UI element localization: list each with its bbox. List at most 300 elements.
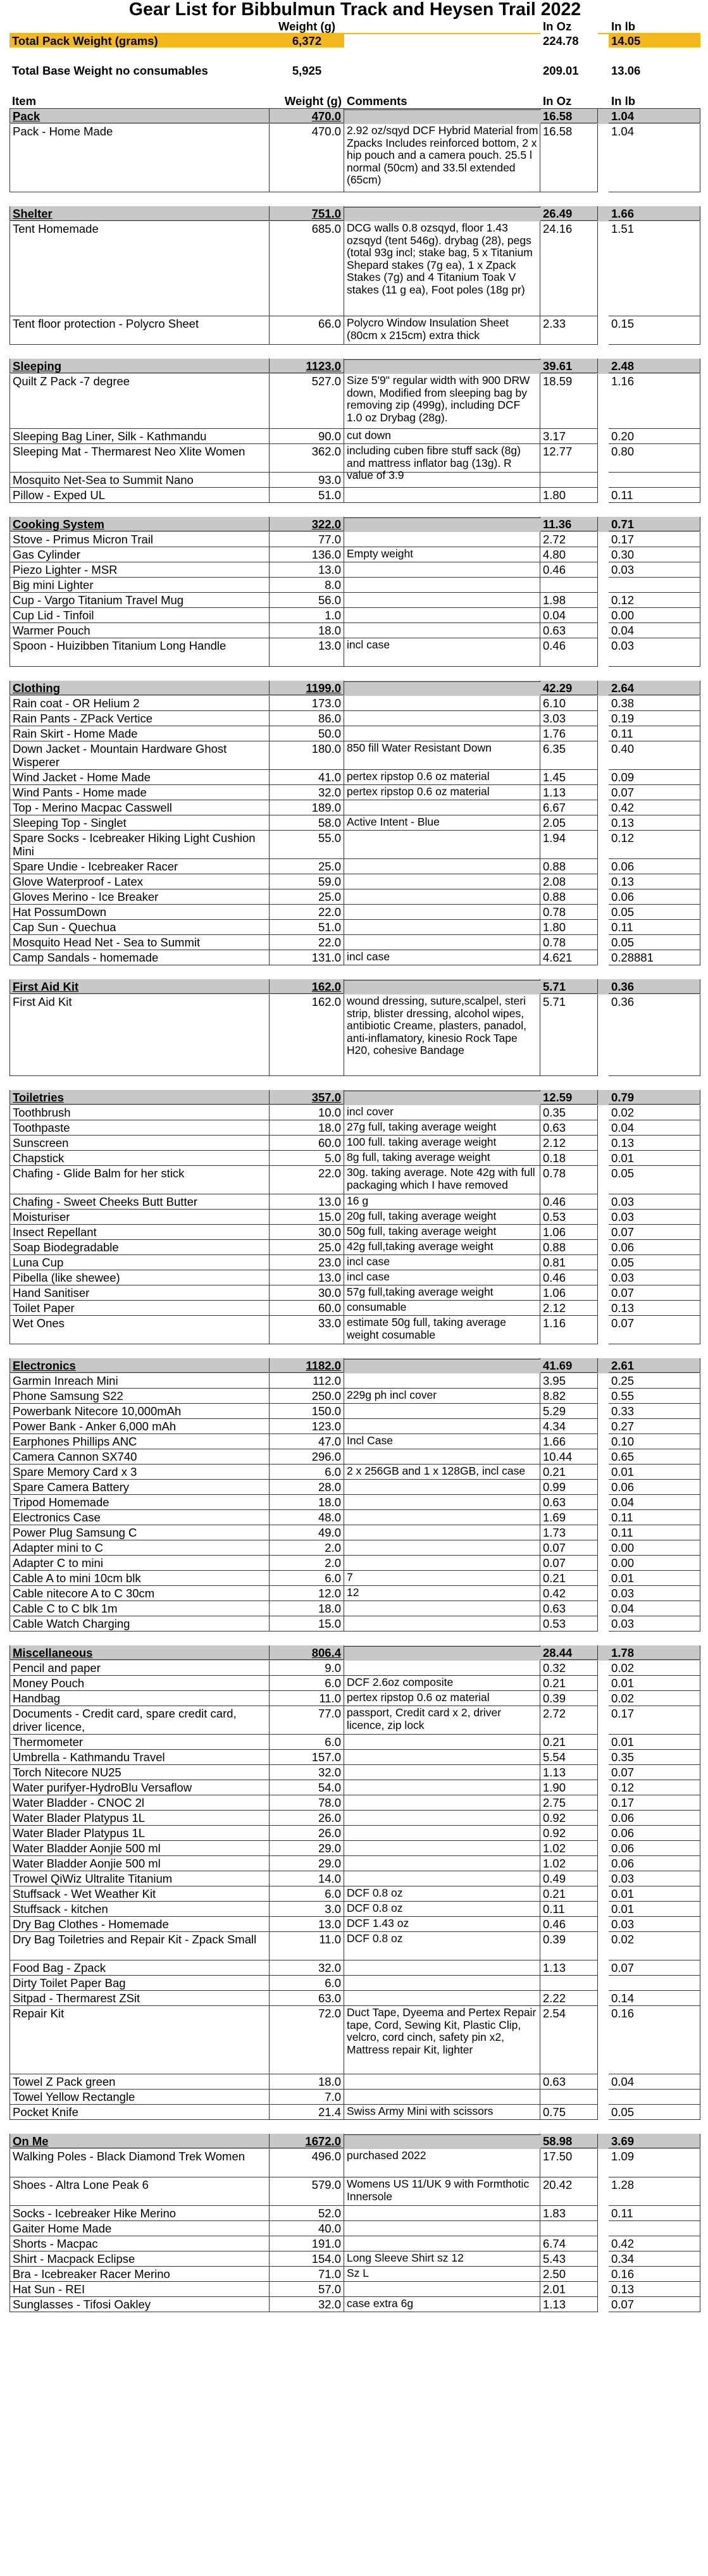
item-comment bbox=[344, 2221, 540, 2236]
item-comment: DCF 2.6oz composite bbox=[344, 1676, 540, 1691]
item-name: Money Pouch bbox=[9, 1676, 270, 1691]
item-oz: 0.18 bbox=[540, 1151, 598, 1166]
item-comment: 57g full,taking average weight bbox=[344, 1285, 540, 1301]
section-weight: 1123.0 bbox=[270, 359, 344, 373]
table-row bbox=[9, 473, 700, 488]
item-comment: Empty weight bbox=[344, 547, 540, 562]
section-lb: 1.04 bbox=[609, 109, 700, 123]
item-lb: 0.11 bbox=[609, 488, 700, 503]
table-row bbox=[9, 1811, 700, 1826]
total-pack-grams: 6,372 bbox=[270, 33, 344, 47]
item-oz: 1.94 bbox=[540, 831, 598, 859]
item-name: Sunscreen bbox=[9, 1136, 270, 1151]
table-row bbox=[9, 488, 700, 503]
item-oz: 0.35 bbox=[540, 1105, 598, 1120]
item-name: Spare Socks - Icebreaker Hiking Light Cushion Mini bbox=[9, 831, 270, 859]
column-units-row bbox=[9, 19, 700, 33]
item-weight: 2.0 bbox=[270, 1556, 344, 1571]
item-weight: 154.0 bbox=[270, 2251, 344, 2267]
section-header-toiletries bbox=[9, 1090, 700, 1105]
item-oz: 1.13 bbox=[540, 1765, 598, 1780]
item-lb: 0.07 bbox=[609, 1225, 700, 1240]
item-weight: 3.0 bbox=[270, 1902, 344, 1917]
item-lb bbox=[609, 1976, 700, 1991]
item-comment: 20g full, taking average weight bbox=[344, 1210, 540, 1225]
unit-oz: In Oz bbox=[543, 20, 572, 33]
section-lb: 0.71 bbox=[609, 517, 700, 531]
item-comment: Long Sleeve Shirt sz 12 bbox=[344, 2251, 540, 2267]
item-name: Dirty Toilet Paper Bag bbox=[9, 1976, 270, 1991]
item-oz: 6.74 bbox=[540, 2236, 598, 2251]
item-oz: 0.39 bbox=[540, 1691, 598, 1706]
item-weight: 173.0 bbox=[270, 696, 344, 711]
item-oz: 10.44 bbox=[540, 1449, 598, 1464]
item-name: Water Blader Platypus 1L bbox=[9, 1811, 270, 1826]
section-oz: 16.58 bbox=[540, 109, 598, 123]
item-weight: 11.0 bbox=[270, 1932, 344, 1960]
item-weight: 32.0 bbox=[270, 1765, 344, 1780]
item-name: Electronics Case bbox=[9, 1510, 270, 1525]
item-oz: 0.63 bbox=[540, 1495, 598, 1510]
section-lb: 2.48 bbox=[609, 359, 700, 373]
item-name: Glove Waterproof - Latex bbox=[9, 874, 270, 889]
unit-lb: In lb bbox=[611, 20, 636, 33]
item-comment bbox=[344, 1540, 540, 1556]
item-oz: 2.12 bbox=[540, 1136, 598, 1151]
item-oz bbox=[540, 473, 598, 488]
item-comment bbox=[344, 726, 540, 741]
item-name: Toothbrush bbox=[9, 1105, 270, 1120]
table-row bbox=[9, 1120, 700, 1136]
item-oz: 18.59 bbox=[540, 374, 598, 429]
section-comment bbox=[344, 681, 540, 682]
item-lb: 0.42 bbox=[609, 800, 700, 815]
item-lb: 0.05 bbox=[609, 1166, 700, 1194]
item-oz: 2.50 bbox=[540, 2267, 598, 2282]
table-row bbox=[9, 1856, 700, 1871]
item-comment bbox=[344, 935, 540, 950]
item-weight: 296.0 bbox=[270, 1449, 344, 1464]
item-comment bbox=[344, 1404, 540, 1419]
table-row bbox=[9, 1616, 700, 1632]
item-lb: 0.13 bbox=[609, 2282, 700, 2297]
item-comment bbox=[344, 1871, 540, 1886]
item-name: Repair Kit bbox=[9, 2006, 270, 2074]
item-oz: 0.81 bbox=[540, 1255, 598, 1270]
item-oz: 0.88 bbox=[540, 859, 598, 874]
item-name: Toothpaste bbox=[9, 1120, 270, 1136]
item-oz: 17.50 bbox=[540, 2149, 598, 2177]
item-name: Luna Cup bbox=[9, 1255, 270, 1270]
item-comment bbox=[344, 1841, 540, 1856]
item-comment: Swiss Army Mini with scissors bbox=[344, 2105, 540, 2120]
item-weight: 18.0 bbox=[270, 623, 344, 638]
item-weight: 60.0 bbox=[270, 1301, 344, 1316]
item-comment bbox=[344, 1525, 540, 1540]
item-comment: incl case bbox=[344, 1270, 540, 1285]
item-oz: 2.08 bbox=[540, 874, 598, 889]
item-comment bbox=[344, 1780, 540, 1795]
item-weight: 685.0 bbox=[270, 221, 344, 316]
table-row bbox=[9, 874, 700, 889]
item-lb: 0.03 bbox=[609, 638, 700, 667]
item-lb: 0.55 bbox=[609, 1389, 700, 1404]
item-name: Cable nitecore A to C 30cm bbox=[9, 1586, 270, 1601]
item-name: Piezo Lighter - MSR bbox=[9, 562, 270, 578]
item-oz: 1.13 bbox=[540, 1960, 598, 1976]
item-name: Hand Sanitiser bbox=[9, 1285, 270, 1301]
item-lb: 0.13 bbox=[609, 1136, 700, 1151]
table-row bbox=[9, 221, 700, 316]
table-row bbox=[9, 1765, 700, 1780]
table-row bbox=[9, 1166, 700, 1194]
item-oz: 0.39 bbox=[540, 1932, 598, 1960]
item-oz: 4.80 bbox=[540, 547, 598, 562]
table-row bbox=[9, 1449, 700, 1464]
item-comment: 2.92 oz/sqyd DCF Hybrid Material from Zpacks Includes reinforced bottom, 2 x hip pouch and a camera pouch. 25.5 l normal (50cm) and 33.5l extended (65cm) bbox=[344, 124, 540, 192]
total-pack-oz: 224.78 bbox=[540, 33, 598, 47]
item-oz: 16.58 bbox=[540, 124, 598, 192]
item-weight: 131.0 bbox=[270, 950, 344, 965]
item-lb: 0.20 bbox=[609, 429, 700, 444]
item-weight: 48.0 bbox=[270, 1510, 344, 1525]
item-name: Toilet Paper bbox=[9, 1301, 270, 1316]
table-row bbox=[9, 593, 700, 608]
item-oz: 0.78 bbox=[540, 1166, 598, 1194]
item-lb: 0.04 bbox=[609, 1601, 700, 1616]
item-name: Sunglasses - Tifosi Oakley bbox=[9, 2297, 270, 2312]
section-header-shelter bbox=[9, 206, 700, 221]
item-weight: 33.0 bbox=[270, 1316, 344, 1344]
item-oz: 8.82 bbox=[540, 1389, 598, 1404]
item-lb: 0.03 bbox=[609, 562, 700, 578]
item-lb: 0.40 bbox=[609, 741, 700, 770]
section-oz: 28.44 bbox=[540, 1645, 598, 1660]
item-weight: 30.0 bbox=[270, 1285, 344, 1301]
item-oz: 4.621 bbox=[540, 950, 598, 965]
table-row bbox=[9, 2236, 700, 2251]
item-oz: 0.04 bbox=[540, 608, 598, 623]
item-lb: 1.04 bbox=[609, 124, 700, 192]
section-oz: 12.59 bbox=[540, 1090, 598, 1105]
item-name: First Aid Kit bbox=[9, 994, 270, 1076]
table-row bbox=[9, 831, 700, 859]
item-oz: 5.29 bbox=[540, 1404, 598, 1419]
item-weight: 6.0 bbox=[270, 1571, 344, 1586]
item-comment bbox=[344, 874, 540, 889]
item-weight: 13.0 bbox=[270, 1194, 344, 1210]
section-comment bbox=[344, 359, 540, 360]
item-comment bbox=[344, 1661, 540, 1676]
section-weight: 162.0 bbox=[270, 979, 344, 994]
item-lb: 1.16 bbox=[609, 374, 700, 429]
table-row bbox=[9, 1255, 700, 1270]
section-name: Pack bbox=[9, 109, 270, 123]
section-header-miscellaneous bbox=[9, 1645, 700, 1661]
item-comment: incl case bbox=[344, 638, 540, 667]
table-row bbox=[9, 2090, 700, 2105]
section-name: On Me bbox=[9, 2134, 270, 2148]
item-oz: 3.03 bbox=[540, 711, 598, 726]
item-weight: 8.0 bbox=[270, 578, 344, 593]
item-comment bbox=[344, 905, 540, 920]
item-weight: 21.4 bbox=[270, 2105, 344, 2120]
item-lb: 0.16 bbox=[609, 2006, 700, 2074]
item-name: Chafing - Glide Balm for her stick bbox=[9, 1166, 270, 1194]
item-comment: 850 fill Water Resistant Down bbox=[344, 741, 540, 770]
item-weight: 11.0 bbox=[270, 1691, 344, 1706]
table-row bbox=[9, 935, 700, 950]
section-header-sleeping bbox=[9, 359, 700, 374]
item-comment: DCF 0.8 oz bbox=[344, 1932, 540, 1960]
section-weight: 751.0 bbox=[270, 206, 344, 221]
item-oz bbox=[540, 2221, 598, 2236]
header-lb: In lb bbox=[611, 94, 636, 108]
base-weight-label: Total Base Weight no consumables bbox=[12, 64, 208, 77]
item-oz: 1.06 bbox=[540, 1285, 598, 1301]
item-comment: incl case bbox=[344, 950, 540, 965]
item-oz: 5.43 bbox=[540, 2251, 598, 2267]
table-row bbox=[9, 905, 700, 920]
item-comment bbox=[344, 1795, 540, 1811]
item-comment bbox=[344, 1735, 540, 1750]
item-oz: 0.78 bbox=[540, 905, 598, 920]
section-name: Cooking System bbox=[9, 517, 270, 531]
section-header-cooking-system bbox=[9, 517, 700, 532]
section-lb: 3.69 bbox=[609, 2134, 700, 2148]
item-name: Torch Nitecore NU25 bbox=[9, 1765, 270, 1780]
table-row bbox=[9, 2149, 700, 2177]
item-comment bbox=[344, 2206, 540, 2221]
section-comment bbox=[344, 979, 540, 981]
item-oz: 0.53 bbox=[540, 1616, 598, 1632]
item-oz: 4.34 bbox=[540, 1419, 598, 1434]
item-weight: 527.0 bbox=[270, 374, 344, 429]
table-row bbox=[9, 1419, 700, 1434]
item-lb: 0.07 bbox=[609, 1316, 700, 1344]
item-comment bbox=[344, 831, 540, 859]
item-lb: 0.11 bbox=[609, 1510, 700, 1525]
table-row bbox=[9, 532, 700, 547]
item-lb bbox=[609, 2221, 700, 2236]
item-name: Chapstick bbox=[9, 1151, 270, 1166]
item-weight: 32.0 bbox=[270, 2297, 344, 2312]
section-name: First Aid Kit bbox=[9, 979, 270, 994]
item-lb: 0.25 bbox=[609, 1373, 700, 1389]
base-weight-lb: 13.06 bbox=[611, 64, 641, 77]
item-oz: 1.90 bbox=[540, 1780, 598, 1795]
item-comment bbox=[344, 1556, 540, 1571]
item-name: Food Bag - Zpack bbox=[9, 1960, 270, 1976]
item-oz: 6.67 bbox=[540, 800, 598, 815]
item-comment: wound dressing, suture,scalpel, steri strip, blister dressing, alcohol wipes, antibiotic Creame, plasters, panadol, anti-inflamatory, kinesio Rock Tape H20, cohesive Bandage bbox=[344, 994, 540, 1076]
item-lb: 0.38 bbox=[609, 696, 700, 711]
item-lb bbox=[609, 2090, 700, 2105]
item-comment: DCF 1.43 oz bbox=[344, 1917, 540, 1932]
item-weight: 66.0 bbox=[270, 316, 344, 345]
item-comment bbox=[344, 1765, 540, 1780]
table-row bbox=[9, 1676, 700, 1691]
table-row bbox=[9, 859, 700, 874]
item-oz: 2.33 bbox=[540, 316, 598, 345]
section-comment bbox=[344, 2134, 540, 2135]
item-name: Dry Bag Clothes - Homemade bbox=[9, 1917, 270, 1932]
item-name: Hat Sun - REI bbox=[9, 2282, 270, 2297]
item-lb: 0.33 bbox=[609, 1404, 700, 1419]
item-name: Shirt - Macpack Eclipse bbox=[9, 2251, 270, 2267]
table-row bbox=[9, 1991, 700, 2006]
item-weight: 77.0 bbox=[270, 1706, 344, 1735]
table-row bbox=[9, 889, 700, 905]
item-name: Dry Bag Toiletries and Repair Kit - Zpack Small bbox=[9, 1932, 270, 1960]
item-name: Earphones Phillips ANC bbox=[9, 1434, 270, 1449]
item-oz: 0.88 bbox=[540, 889, 598, 905]
item-oz: 0.92 bbox=[540, 1826, 598, 1841]
item-lb: 0.19 bbox=[609, 711, 700, 726]
item-name: Soap Biodegradable bbox=[9, 1240, 270, 1255]
table-row bbox=[9, 1556, 700, 1571]
item-oz: 1.66 bbox=[540, 1434, 598, 1449]
item-lb: 0.01 bbox=[609, 1151, 700, 1166]
item-name: Tent floor protection - Polycro Sheet bbox=[9, 316, 270, 345]
section-weight: 470.0 bbox=[270, 109, 344, 123]
table-row bbox=[9, 1464, 700, 1480]
table-row bbox=[9, 1373, 700, 1389]
item-weight: 47.0 bbox=[270, 1434, 344, 1449]
item-oz: 2.05 bbox=[540, 815, 598, 831]
item-lb: 0.09 bbox=[609, 770, 700, 785]
table-row bbox=[9, 950, 700, 965]
item-comment: Womens US 11/UK 9 with Formthotic Innersole bbox=[344, 2177, 540, 2206]
item-lb: 0.00 bbox=[609, 1540, 700, 1556]
item-weight: 40.0 bbox=[270, 2221, 344, 2236]
item-weight: 51.0 bbox=[270, 920, 344, 935]
item-lb: 0.17 bbox=[609, 1706, 700, 1735]
item-oz: 0.63 bbox=[540, 1120, 598, 1136]
item-name: Handbag bbox=[9, 1691, 270, 1706]
item-oz: 1.06 bbox=[540, 1225, 598, 1240]
item-lb: 0.04 bbox=[609, 1495, 700, 1510]
table-row bbox=[9, 547, 700, 562]
item-lb: 0.80 bbox=[609, 444, 700, 473]
item-weight: 25.0 bbox=[270, 1240, 344, 1255]
header-weight: Weight (g) bbox=[284, 94, 342, 108]
table-row bbox=[9, 1540, 700, 1556]
section-name: Sleeping bbox=[9, 359, 270, 373]
item-name: Power Plug Samsung C bbox=[9, 1525, 270, 1540]
item-weight: 49.0 bbox=[270, 1525, 344, 1540]
page-title: Gear List for Bibbulmun Track and Heysen Trail 2022 bbox=[128, 0, 581, 20]
table-row bbox=[9, 1151, 700, 1166]
table-row bbox=[9, 2267, 700, 2282]
item-comment bbox=[344, 473, 540, 488]
item-lb: 0.02 bbox=[609, 1932, 700, 1960]
table-row bbox=[9, 623, 700, 638]
item-lb: 0.30 bbox=[609, 547, 700, 562]
item-oz: 0.07 bbox=[540, 1540, 598, 1556]
item-name: Top - Merino Macpac Casswell bbox=[9, 800, 270, 815]
item-weight: 28.0 bbox=[270, 1480, 344, 1495]
unit-weight-g: Weight (g) bbox=[278, 20, 336, 33]
item-comment: cut down bbox=[344, 429, 540, 444]
item-lb: 0.03 bbox=[609, 1270, 700, 1285]
item-name: Pillow - Exped UL bbox=[9, 488, 270, 503]
item-lb: 0.34 bbox=[609, 2251, 700, 2267]
item-lb: 0.02 bbox=[609, 1691, 700, 1706]
item-lb: 0.13 bbox=[609, 874, 700, 889]
item-comment: pertex ripstop 0.6 oz material bbox=[344, 785, 540, 800]
section-comment bbox=[344, 517, 540, 518]
item-weight: 41.0 bbox=[270, 770, 344, 785]
section-lb: 1.78 bbox=[609, 1645, 700, 1660]
item-name: Cap Sun - Quechua bbox=[9, 920, 270, 935]
item-weight: 6.0 bbox=[270, 1676, 344, 1691]
table-row bbox=[9, 1826, 700, 1841]
item-name: Stuffsack - kitchen bbox=[9, 1902, 270, 1917]
table-row bbox=[9, 1510, 700, 1525]
item-weight: 54.0 bbox=[270, 1780, 344, 1795]
item-oz: 1.13 bbox=[540, 785, 598, 800]
item-lb: 0.06 bbox=[609, 1856, 700, 1871]
item-weight: 13.0 bbox=[270, 562, 344, 578]
item-name: Stuffsack - Wet Weather Kit bbox=[9, 1886, 270, 1902]
item-name: Pibella (like shewee) bbox=[9, 1270, 270, 1285]
item-comment bbox=[344, 532, 540, 547]
table-row bbox=[9, 741, 700, 770]
item-oz: 5.54 bbox=[540, 1750, 598, 1765]
item-oz: 0.07 bbox=[540, 1556, 598, 1571]
total-pack-weight-row bbox=[9, 33, 700, 48]
item-lb: 0.12 bbox=[609, 831, 700, 859]
item-comment: DCF 0.8 oz bbox=[344, 1886, 540, 1902]
section-lb: 0.36 bbox=[609, 979, 700, 994]
item-comment: estimate 50g full, taking average weight cosumable bbox=[344, 1316, 540, 1344]
item-lb: 0.15 bbox=[609, 316, 700, 345]
item-lb: 0.01 bbox=[609, 1886, 700, 1902]
item-comment: 30g. taking average. Note 42g with full packaging which I have removed bbox=[344, 1166, 540, 1194]
section-weight: 806.4 bbox=[270, 1645, 344, 1660]
item-weight: 250.0 bbox=[270, 1389, 344, 1404]
item-name: Tripod Homemade bbox=[9, 1495, 270, 1510]
item-name: Water Bladder Aonjie 500 ml bbox=[9, 1856, 270, 1871]
item-weight: 57.0 bbox=[270, 2282, 344, 2297]
item-oz: 6.10 bbox=[540, 696, 598, 711]
item-lb: 0.06 bbox=[609, 1240, 700, 1255]
item-lb: 0.04 bbox=[609, 2074, 700, 2090]
item-lb: 0.36 bbox=[609, 994, 700, 1076]
section-name: Toiletries bbox=[9, 1090, 270, 1105]
item-name: Bra - Icebreaker Racer Merino bbox=[9, 2267, 270, 2282]
item-comment bbox=[344, 562, 540, 578]
item-lb: 0.16 bbox=[609, 2267, 700, 2282]
item-comment bbox=[344, 1976, 540, 1991]
section-name: Clothing bbox=[9, 681, 270, 695]
item-oz bbox=[540, 578, 598, 593]
section-lb: 0.79 bbox=[609, 1090, 700, 1105]
item-lb: 0.05 bbox=[609, 1255, 700, 1270]
item-lb: 1.09 bbox=[609, 2149, 700, 2177]
item-weight: 362.0 bbox=[270, 444, 344, 473]
item-lb: 0.07 bbox=[609, 1960, 700, 1976]
item-lb: 0.28881 bbox=[609, 950, 700, 965]
item-lb: 0.11 bbox=[609, 920, 700, 935]
table-row bbox=[9, 2177, 700, 2206]
item-weight: 191.0 bbox=[270, 2236, 344, 2251]
item-weight: 136.0 bbox=[270, 547, 344, 562]
item-comment: 2 x 256GB and 1 x 128GB, incl case bbox=[344, 1464, 540, 1480]
item-comment: case extra 6g bbox=[344, 2297, 540, 2312]
table-row bbox=[9, 1706, 700, 1735]
